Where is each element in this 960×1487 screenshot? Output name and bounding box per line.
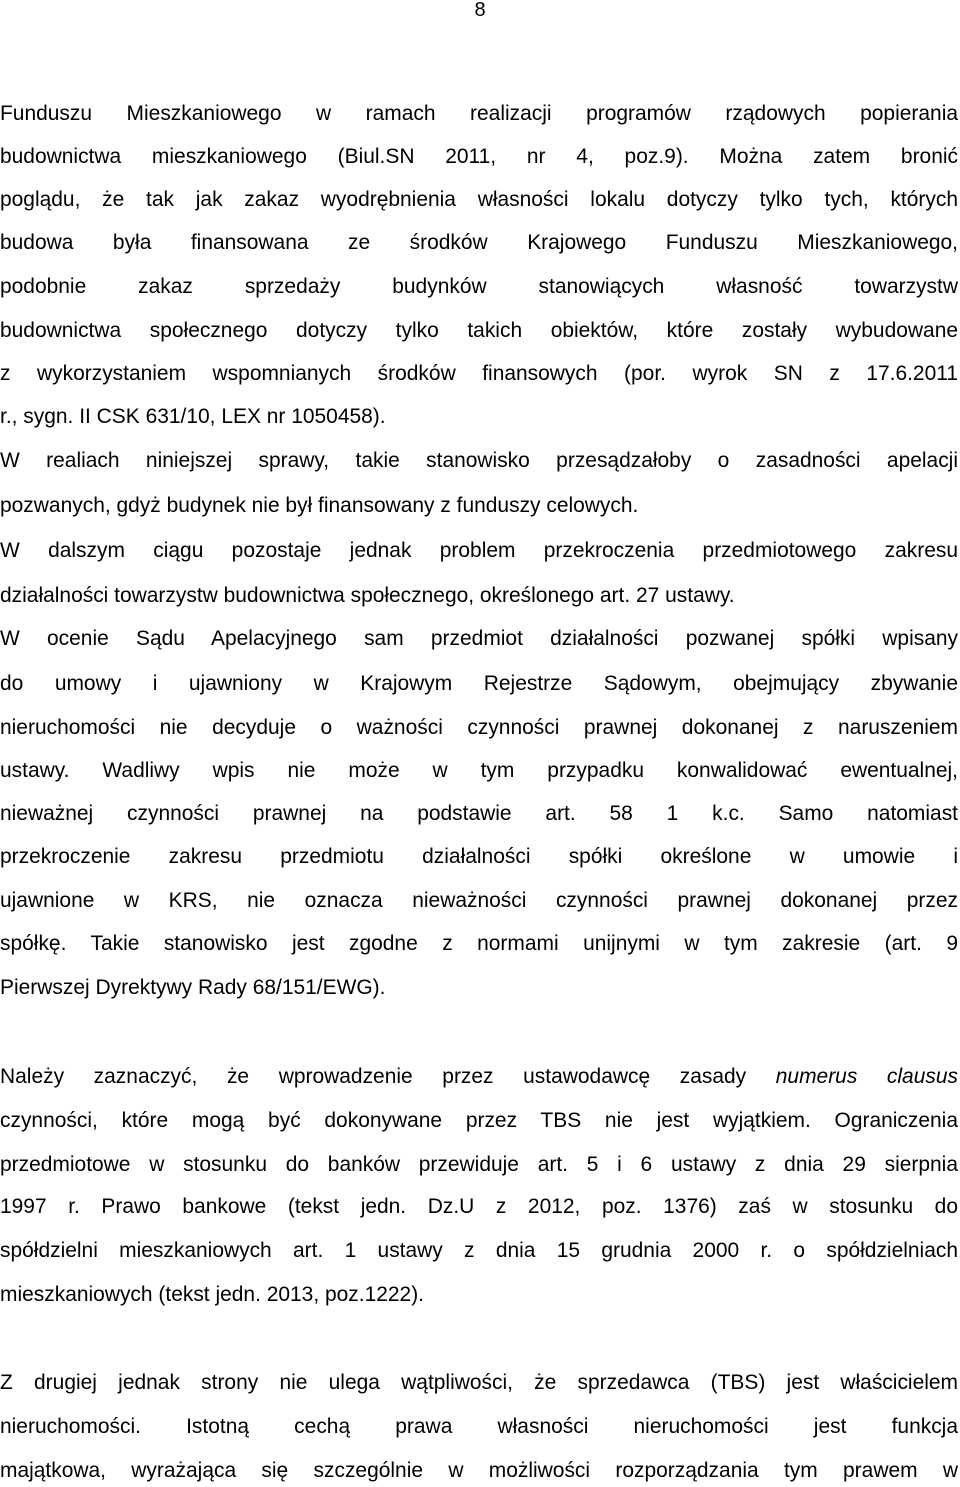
text-line: przekroczenie zakresu przedmiotu działalności spółki określone w umowie i: [0, 845, 958, 868]
text-line: [0, 1062, 958, 1092]
text-line: nieruchomości nie decyduje o ważności czynności prawnej dokonanej z naruszeniem: [0, 716, 958, 739]
text-line: ujawnione w KRS, nie oznacza nieważności czynności prawnej dokonanej przez: [0, 889, 958, 912]
text-line: W realiach niniejszej sprawy, takie stanowisko przesądzałoby o zasadności apelacji: [0, 449, 958, 472]
text-line: mieszkaniowych (tekst jedn. 2013, poz.1222).: [0, 1283, 425, 1306]
page-number: 8: [474, 0, 486, 21]
text-line: spółkę. Takie stanowisko jest zgodne z normami unijnymi w tym zakresie (art. 9: [0, 932, 958, 955]
text-line: podobnie zakaz sprzedaży budynków stanowiących własność towarzystw: [0, 275, 958, 298]
text-line: Pierwszej Dyrektywy Rady 68/151/EWG).: [0, 976, 386, 999]
text-line: z wykorzystaniem wspomnianych środków finansowych (por. wyrok SN z 17.6.2011: [0, 362, 958, 385]
text-line: spółdzielni mieszkaniowych art. 1 ustawy z dnia 15 grudnia 2000 r. o spółdzielniach: [0, 1239, 958, 1262]
text-line: pozwanych, gdyż budynek nie był finansowany z funduszy celowych.: [0, 494, 639, 517]
text-line: poglądu, że tak jak zakaz wyodrębnienia własności lokalu dotyczy tylko tych, których: [0, 188, 958, 211]
text-line: działalności towarzystw budownictwa społecznego, określonego art. 27 ustawy.: [0, 584, 735, 607]
text-line: W ocenie Sądu Apelacyjnego sam przedmiot działalności pozwanej spółki wpisany: [0, 627, 958, 650]
text-line: nieważnej czynności prawnej na podstawie art. 58 1 k.c. Samo natomiast: [0, 802, 958, 825]
text-line: budownictwa społecznego dotyczy tylko takich obiektów, które zostały wybudowane: [0, 319, 958, 342]
text-line: budowa była finansowana ze środków Krajowego Funduszu Mieszkaniowego,: [0, 231, 958, 254]
text-line: ustawy. Wadliwy wpis nie może w tym przypadku konwalidować ewentualnej,: [0, 759, 958, 782]
text-line: nieruchomości. Istotną cechą prawa własności nieruchomości jest funkcja: [0, 1415, 958, 1438]
latin-phrase: numerus clausus: [775, 1065, 958, 1088]
text-line: do umowy i ujawniony w Krajowym Rejestrze Sądowym, obejmujący zbywanie: [0, 672, 958, 695]
text-line: r., sygn. II CSK 631/10, LEX nr 1050458).: [0, 405, 386, 428]
text-span: Należy zaznaczyć, że wprowadzenie przez ustawodawcę zasady: [0, 1065, 776, 1088]
text-line: czynności, które mogą być dokonywane przez TBS nie jest wyjątkiem. Ograniczenia: [0, 1109, 958, 1132]
text-line: przedmiotowe w stosunku do banków przewiduje art. 5 i 6 ustawy z dnia 29 sierpnia: [0, 1153, 958, 1176]
text-line: Z drugiej jednak strony nie ulega wątpliwości, że sprzedawca (TBS) jest właścicielem: [0, 1371, 958, 1394]
text-line: 1997 r. Prawo bankowe (tekst jedn. Dz.U z 2012, poz. 1376) zaś w stosunku do: [0, 1195, 958, 1218]
text-line: Funduszu Mieszkaniowego w ramach realizacji programów rządowych popierania: [0, 102, 958, 125]
text-line: budownictwa mieszkaniowego (Biul.SN 2011, nr 4, poz.9). Można zatem bronić: [0, 145, 958, 168]
text-line: majątkowa, wyrażająca się szczególnie w możliwości rozporządzania tym prawem w: [0, 1459, 958, 1482]
text-line: W dalszym ciągu pozostaje jednak problem przekroczenia przedmiotowego zakresu: [0, 539, 958, 562]
